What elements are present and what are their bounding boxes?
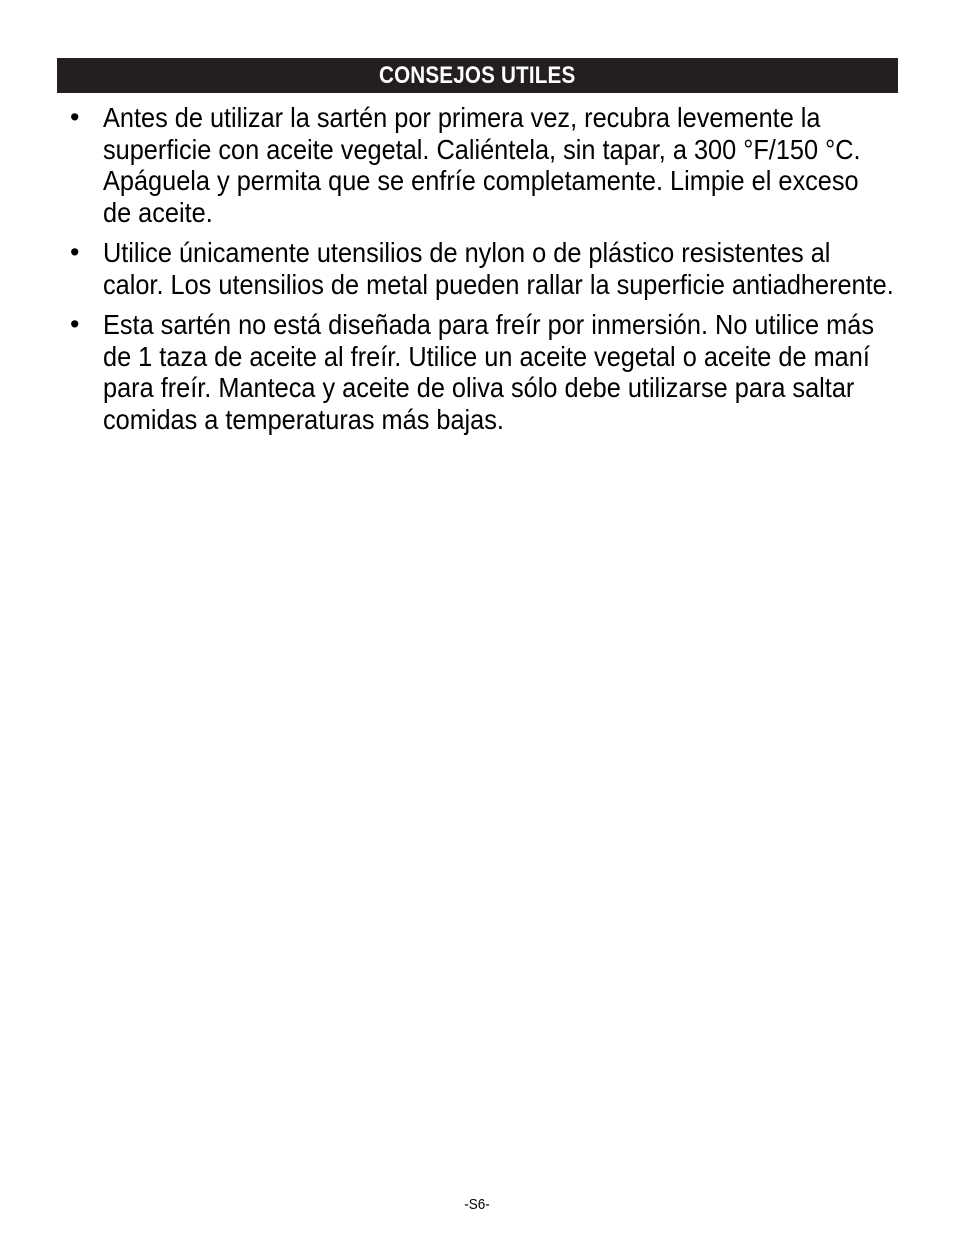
tip-line: Utilice únicamente utensilios de nylon o de plástico resistentes al — [103, 237, 831, 268]
tip-text — [103, 102, 899, 228]
section-title: CONSEJOS UTILES — [379, 61, 576, 89]
bullet-icon: • — [70, 309, 80, 339]
tip-item — [0, 102, 954, 228]
tip-line: Esta sartén no está diseñada para freír por inmersión. No utilice más — [103, 309, 874, 340]
tip-line: superficie con aceite vegetal. Caliéntela, sin tapar, a 300 °F/150 °C. — [103, 133, 861, 165]
tip-line: comidas a temperaturas más bajas. — [103, 403, 504, 435]
tip-line: para freír. Manteca y aceite de oliva sólo debe utilizarse para saltar — [103, 372, 855, 403]
page-number: -S6- — [464, 1196, 490, 1213]
bullet-icon: • — [70, 237, 80, 267]
tip-line: calor. Los utensilios de metal pueden rallar la superficie antiadherente. — [103, 268, 894, 300]
tip-item — [0, 237, 954, 300]
tip-line: de 1 taza de aceite al freír. Utilice un aceite vegetal o aceite de maní — [103, 340, 870, 372]
tips-list — [0, 102, 954, 444]
bullet-icon: • — [70, 102, 80, 132]
tip-text — [103, 309, 899, 435]
tip-line: Apáguela y permita que se enfríe completamente. Limpie el exceso — [103, 165, 859, 196]
tip-text — [103, 237, 899, 300]
section-header-bar — [57, 58, 898, 93]
tip-item — [0, 309, 954, 435]
tip-line: de aceite. — [103, 196, 213, 228]
tip-line: Antes de utilizar la sartén por primera vez, recubra levemente la — [103, 102, 821, 133]
